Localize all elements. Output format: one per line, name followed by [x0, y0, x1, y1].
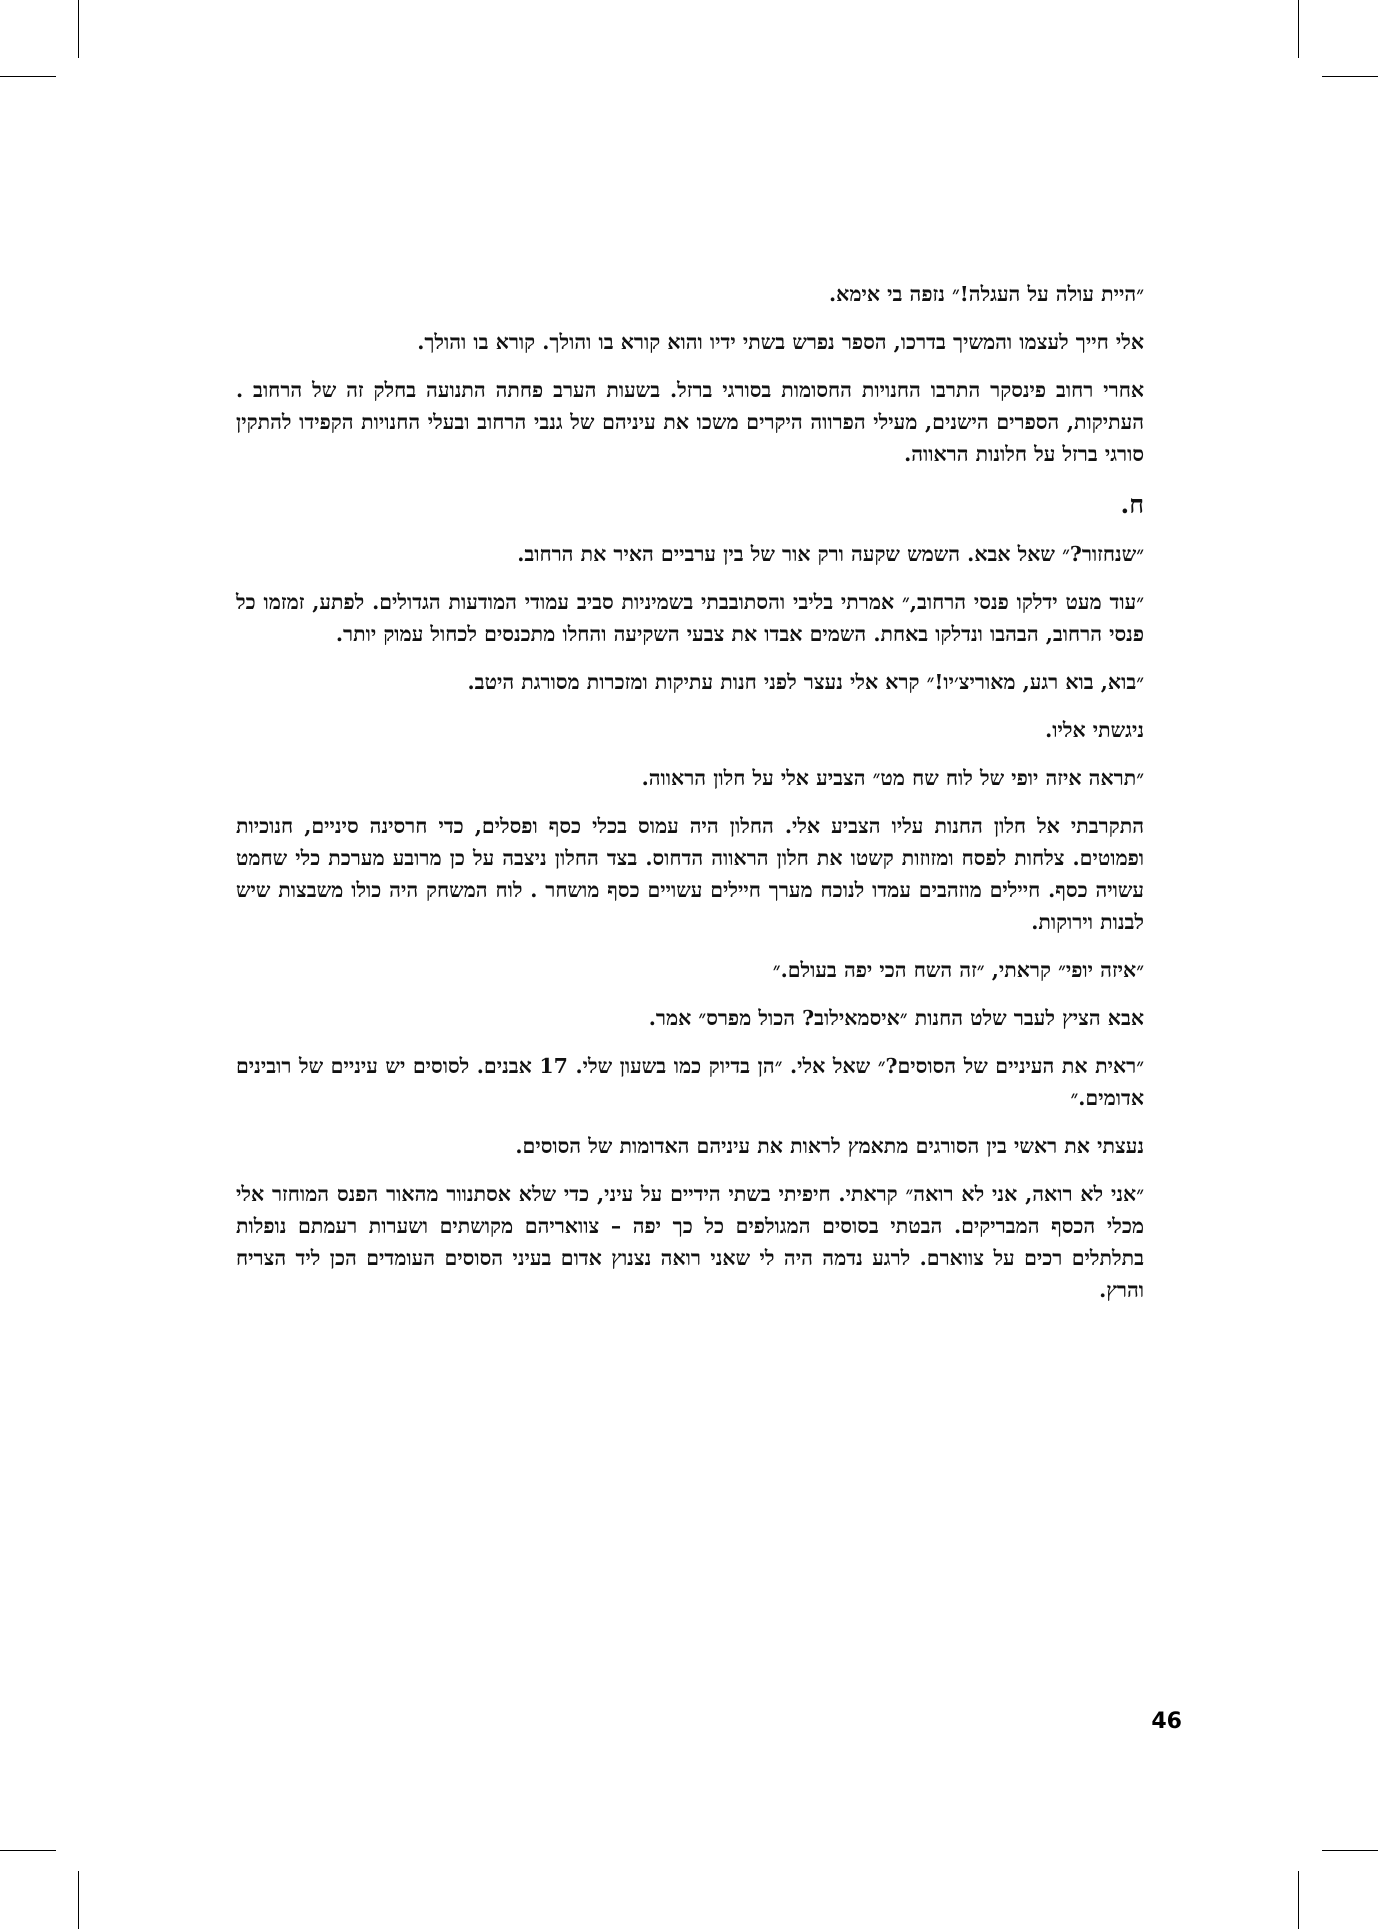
crop-mark-top-right	[1298, 0, 1299, 58]
paragraph: נעצתי את ראשי בין הסורגים מתאמץ לראות את עיניהם האדומות של הסוסים.	[515, 1134, 1144, 1158]
paragraph: ״עוד מעט ידלקו פנסי הרחוב,״ אמרתי בליבי והסתובבתי בשמיניות סביב עמודי המודעות הגדולים. לפתע, זמזמו כל פנסי הרחוב, הבהבו ונדלקו באחת. השמים אבדו את צבעי השקיעה והחלו מתכנסים לכחול עמוק יותר.	[236, 590, 1144, 646]
page-body	[236, 278, 1144, 1322]
paragraph: ״שנחזור?״ שאל אבא. השמש שקעה ורק אור של בין ערביים האיר את הרחוב.	[517, 542, 1144, 566]
paragraph: אחרי רחוב פינסקר התרבו החנויות החסומות בסורגי ברזל. בשעות הערב פחתה התנועה בחלק זה של הרחוב . העתיקות, הספרים הישנים, מעילי הפרווה היקרים משכו את עיניהם של גנבי הרחוב ובעלי החנויות הקפידו להתקין סורגי ברזל על חלונות הראווה.	[236, 378, 1144, 466]
crop-mark-bottom-right-horizontal	[1322, 1850, 1378, 1851]
paragraph: ניגשתי אליו.	[1045, 718, 1144, 742]
crop-mark-bottom-right	[1298, 1871, 1299, 1929]
page-number: 46	[1151, 1709, 1182, 1734]
crop-mark-top-left	[78, 0, 79, 58]
paragraph: ״אני לא רואה, אני לא רואה״ קראתי. חיפיתי בשתי הידיים על עיני, כדי שלא אסתנוור מהאור הפנס המוחזר אלי מכלי הכסף המבריקים. הבטתי בסוסים המגולפים כל כך יפה – צוואריהם מקושתים ושערות רעמתם נופלות בתלתלים רכים על צווארם. לרגע נדמה היה לי שאני רואה נצנוץ אדום בעיני הסוסים העומדים הכן ליד הצריח והרץ.	[236, 1182, 1144, 1302]
paragraph: אלי חייך לעצמו והמשיך בדרכו, הספר נפרש בשתי ידיו והוא קורא בו והולך. קורא בו והולך.	[417, 330, 1144, 354]
paragraph: התקרבתי אל חלון החנות עליו הצביע אלי. החלון היה עמוס בכלי כסף ופסלים, כדי חרסינה סיניים, חנוכיות ופמוטים. צלחות לפסח ומזוזות קשטו את חלון הראווה הדחוס. בצד החלון ניצבה על כן מרובע מערכת כלי שחמט עשויה כסף. חיילים מוזהבים עמדו לנוכח מערך חיילים עשויים כסף מושחר . לוח המשחק היה כולו משבצות שיש לבנות וירוקות.	[236, 814, 1144, 934]
paragraph: ״תראה איזה יופי של לוח שח מט״ הצביע אלי על חלון הראווה.	[641, 766, 1144, 790]
paragraph: ״היית עולה על העגלה!״ נזפה בי אימא.	[829, 282, 1144, 306]
paragraph: ״בוא, בוא רגע, מאוריצ׳יו!״ קרא אלי נעצר לפני חנות עתיקות ומזכרות מסורגת היטב.	[467, 670, 1144, 694]
paragraph: אבא הציץ לעבר שלט החנות ״איסמאילוב? הכול מפרס״ אמר.	[648, 1006, 1144, 1030]
crop-mark-top-right-horizontal	[1322, 76, 1378, 77]
paragraph: ״ראית את העיניים של הסוסים?״ שאל אלי. ״הן בדיוק כמו בשעון שלי. 17 אבנים. לסוסים יש עיניים של רובינים אדומים.״	[236, 1054, 1144, 1110]
crop-mark-top-left-horizontal	[0, 76, 56, 77]
paragraph: ״איזה יופי״ קראתי, ״זה השח הכי יפה בעולם.״	[772, 958, 1144, 982]
section-heading: ח.	[1120, 490, 1144, 519]
crop-mark-bottom-left-horizontal	[0, 1850, 56, 1851]
crop-mark-bottom-left	[78, 1871, 79, 1929]
